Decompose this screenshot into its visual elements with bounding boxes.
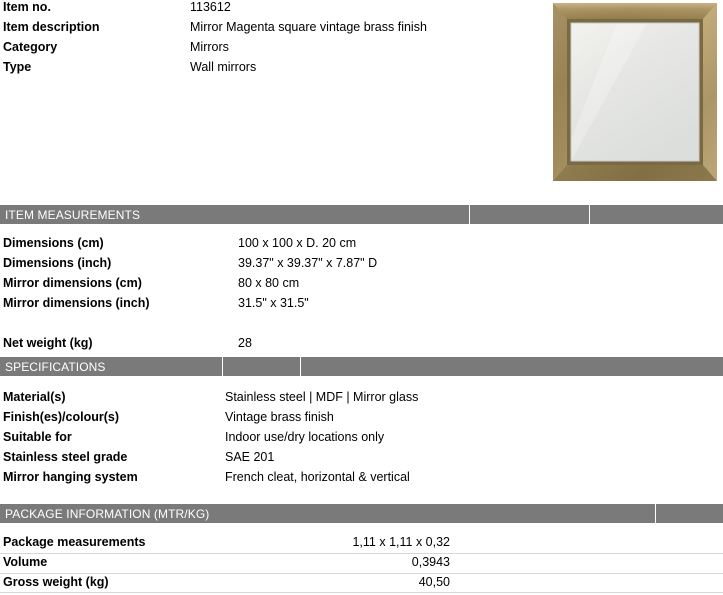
bar-divider	[469, 205, 470, 224]
mirror-dimensions-cm-value: 80 x 80 cm	[238, 276, 300, 290]
row-divider	[0, 573, 723, 574]
item-header-row	[0, 20, 540, 40]
gross-weight-value: 40,50	[418, 575, 450, 589]
finishes-colours-label: Finish(es)/colour(s)	[3, 410, 119, 424]
volume-label: Volume	[3, 555, 48, 569]
bar-divider	[589, 205, 590, 224]
table-row	[0, 450, 723, 470]
dimensions-cm-value: 100 x 100 x D. 20 cm	[238, 236, 357, 250]
section-header-measurements	[0, 205, 723, 224]
bar-divider	[222, 357, 223, 376]
package-measurements-value: 1,11 x 1,11 x 0,32	[352, 535, 450, 549]
category-value: Mirrors	[190, 40, 229, 54]
item-header-row	[0, 60, 540, 80]
section-header-package	[0, 504, 723, 523]
measurements-table	[0, 236, 723, 356]
section-title-package: PACKAGE INFORMATION (MTR/KG)	[5, 506, 210, 521]
section-title-specifications: SPECIFICATIONS	[5, 359, 106, 374]
table-row	[0, 390, 723, 410]
net-weight-label: Net weight (kg)	[3, 336, 93, 350]
category-label: Category	[3, 40, 58, 54]
item-header-row	[0, 40, 540, 60]
mirror-dimensions-cm-label: Mirror dimensions (cm)	[3, 276, 142, 290]
table-row	[0, 410, 723, 430]
table-row	[0, 256, 723, 276]
dimensions-inch-label: Dimensions (inch)	[3, 256, 112, 270]
table-row	[0, 470, 723, 490]
finishes-colours-value: Vintage brass finish	[225, 410, 334, 424]
materials-value: Stainless steel | MDF | Mirror glass	[225, 390, 419, 404]
type-value: Wall mirrors	[190, 60, 257, 74]
table-row	[0, 296, 723, 316]
mirror-illustration	[547, 0, 723, 186]
suitable-for-value: Indoor use/dry locations only	[225, 430, 385, 444]
package-table	[0, 535, 723, 595]
materials-label: Material(s)	[3, 390, 66, 404]
table-row	[0, 555, 723, 575]
volume-value: 0,3943	[411, 555, 450, 569]
item-no-value: 113612	[190, 0, 231, 14]
section-title-measurements: ITEM MEASUREMENTS	[5, 207, 141, 222]
item-description-value: Mirror Magenta square vintage brass finish	[190, 20, 427, 34]
gross-weight-label: Gross weight (kg)	[3, 575, 109, 589]
table-row	[0, 535, 723, 555]
mirror-dimensions-inch-label: Mirror dimensions (inch)	[3, 296, 150, 310]
item-description-label: Item description	[3, 20, 100, 34]
type-label: Type	[3, 60, 32, 74]
product-image	[547, 0, 723, 186]
stainless-steel-grade-value: SAE 201	[225, 450, 275, 464]
section-header-specifications	[0, 357, 723, 376]
mirror-hanging-system-value: French cleat, horizontal & vertical	[225, 470, 410, 484]
row-divider	[0, 553, 723, 554]
net-weight-value: 28	[238, 336, 252, 350]
dimensions-cm-label: Dimensions (cm)	[3, 236, 104, 250]
item-header-block	[0, 0, 540, 80]
item-header-row	[0, 0, 540, 20]
item-no-label: Item no.	[3, 0, 51, 14]
mirror-hanging-system-label: Mirror hanging system	[3, 470, 138, 484]
bar-divider	[300, 357, 301, 376]
table-row-spacer	[0, 316, 723, 336]
bar-divider	[655, 504, 656, 523]
dimensions-inch-value: 39.37" x 39.37" x 7.87" D	[238, 256, 378, 270]
package-measurements-label: Package measurements	[3, 535, 146, 549]
suitable-for-label: Suitable for	[3, 430, 72, 444]
mirror-dimensions-inch-value: 31.5" x 31.5"	[238, 296, 309, 310]
stainless-steel-grade-label: Stainless steel grade	[3, 450, 128, 464]
table-row	[0, 276, 723, 296]
specifications-table	[0, 390, 723, 490]
table-row	[0, 236, 723, 256]
table-row	[0, 430, 723, 450]
table-row	[0, 336, 723, 356]
